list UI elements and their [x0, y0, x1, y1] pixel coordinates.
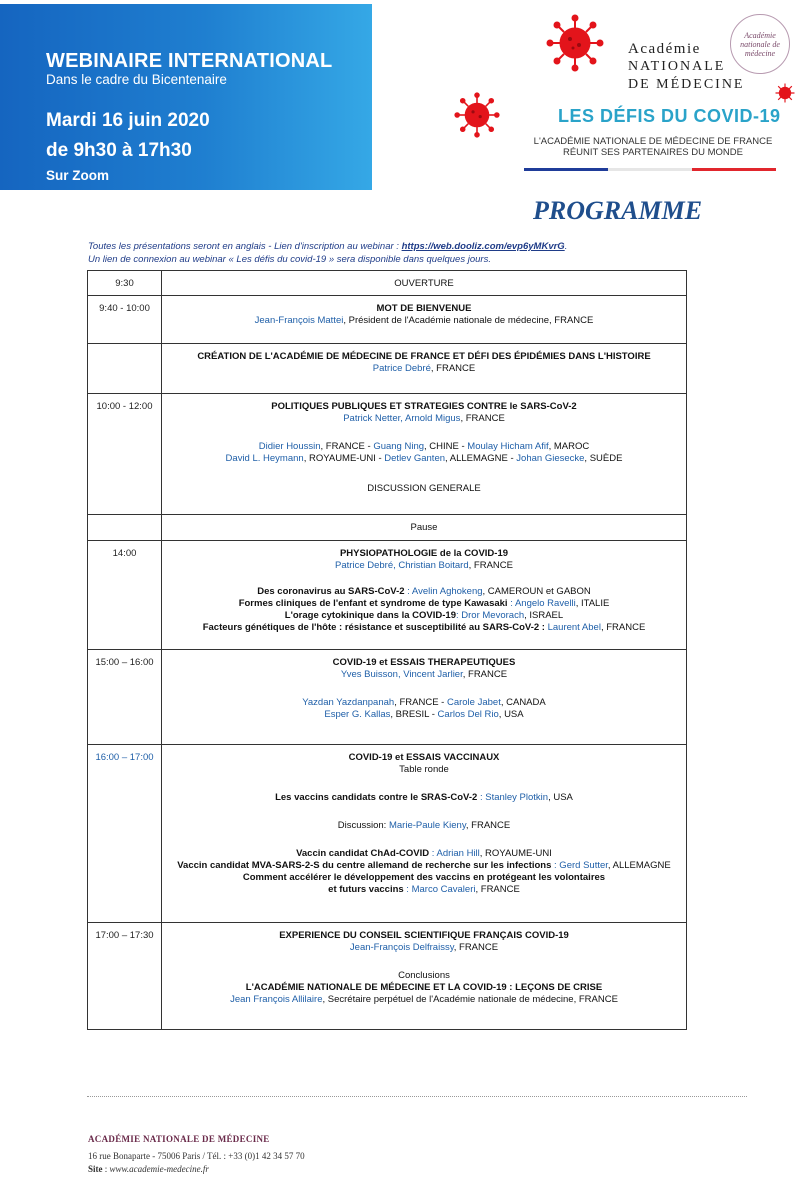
virus-icon	[774, 82, 796, 104]
table-row	[88, 745, 687, 923]
session-cell: CRÉATION DE L'ACADÉMIE DE MÉDECINE DE FRANCE ET DÉFI DES ÉPIDÉMIES DANS L'HISTOIRE Patrice Debré, FRANCE	[162, 344, 687, 394]
virus-icon	[546, 14, 604, 72]
webinar-banner	[0, 4, 372, 190]
session-title: POLITIQUES PUBLIQUES ET STRATEGIES CONTRE le SARS-CoV-2	[271, 401, 577, 412]
footer-site-label: Site	[88, 1164, 103, 1174]
intro-line2: Un lien de connexion au webinar « Les défis du covid-19 » sera disponible dans quelques jours.	[88, 254, 491, 265]
session-cell: POLITIQUES PUBLIQUES ET STRATEGIES CONTRE le SARS-CoV-2 Patrick Netter, Arnold Migus, FRANCE Didier Houssin, FRANCE - Guang Ning, CHINE - Moulay Hicham Afif, MAROC David L. Heymann, ROYAUME-UNI - Detlev Ganten, ALLEMAGNE - Johan Giesecke, SUÈDE DISCUSSION GENERALE	[162, 394, 687, 515]
table-row	[88, 650, 687, 745]
session-title: CRÉATION DE L'ACADÉMIE DE MÉDECINE DE FRANCE ET DÉFI DES ÉPIDÉMIES DANS L'HISTOIRE	[197, 351, 651, 362]
speaker-name: David L. Heymann	[225, 453, 304, 464]
session-title: EXPERIENCE DU CONSEIL SCIENTIFIQUE FRANÇAIS COVID-19	[279, 930, 569, 941]
session-cell: EXPERIENCE DU CONSEIL SCIENTIFIQUE FRANÇAIS COVID-19 Jean-François Delfraissy, FRANCE Conclusions L'ACADÉMIE NATIONALE DE MÉDECINE ET LA COVID-19 : LEÇONS DE CRISE Jean François Allilaire, Secrétaire perpétuel de l'Académie nationale de médecine, FRANCE	[162, 923, 687, 1030]
footer-org-name: ACADÉMIE NATIONALE DE MÉDECINE	[88, 1134, 270, 1144]
moderators: Patrice Debré, Christian Boitard	[335, 560, 469, 571]
time-cell	[88, 515, 162, 541]
session-title: MOT DE BIENVENUE	[376, 303, 472, 314]
session-title: COVID-19 et ESSAIS VACCINAUX	[348, 752, 500, 763]
banner-date: Mardi 16 juin 2020	[46, 110, 210, 131]
moderators: Patrick Netter, Arnold Migus	[343, 413, 461, 424]
speaker-name: Jean-François Delfraissy	[349, 942, 454, 953]
speaker-name: Jean François Allilaire	[230, 994, 323, 1005]
speaker-name: Moulay Hicham Afif	[467, 441, 549, 452]
footer-site: Site : www.academie-medecine.fr	[88, 1164, 209, 1174]
academy-logo-line1: Académie	[628, 41, 701, 57]
programme-table	[87, 270, 687, 1030]
discussion-label: DISCUSSION GENERALE	[367, 483, 481, 494]
session-cell: MOT DE BIENVENUE Jean-François Mattei, Président de l'Académie nationale de médecine, FRANCE	[162, 296, 687, 344]
footer-site-link[interactable]: www.academie-medecine.fr	[109, 1164, 209, 1174]
time-cell: 17:00 – 17:30	[88, 923, 162, 1030]
speaker-name: Detlev Ganten	[384, 453, 446, 464]
speaker-name: Jean-François Mattei	[254, 315, 344, 326]
speaker-name: : Marco Cavaleri	[403, 884, 476, 895]
speaker-name: : Avelin Aghokeng	[404, 586, 483, 597]
speaker-name: : Angelo Ravelli	[507, 598, 576, 609]
intro-text: Toutes les présentations seront en anglais - Lien d'inscription au webinar : https://web.dooliz.com/evp6yMKvrG. Un lien de connexion au webinar « Les défis du covid-19 » sera disponible dans quelques jours.	[88, 241, 568, 265]
banner-subtitle: Dans le cadre du Bicentenaire	[46, 72, 227, 87]
conclusions-label: Conclusions	[398, 970, 450, 981]
event-subtitle	[528, 136, 778, 158]
event-subtitle-line2: RÉUNIT SES PARTENAIRES DU MONDE	[562, 147, 743, 158]
session-cell: Pause	[162, 515, 687, 541]
registration-link[interactable]: https://web.dooliz.com/evp6yMKvrG	[401, 241, 565, 252]
speaker-name: : Adrian Hill	[429, 848, 480, 859]
speaker-name: Laurent Abel	[544, 622, 601, 633]
speaker-name: : Dror Mevorach	[456, 610, 525, 621]
session-title: L'ACADÉMIE NATIONALE DE MÉDECINE ET LA COVID-19 : LEÇONS DE CRISE	[245, 982, 603, 993]
speaker-name: Didier Houssin	[258, 441, 321, 452]
academy-logo-line3: DE MÉDECINE	[628, 77, 745, 92]
event-subtitle-line1: L'ACADÉMIE NATIONALE DE MÉDECINE DE FRANCE	[533, 136, 773, 147]
table-row	[88, 296, 687, 344]
time-cell: 16:00 – 17:00	[88, 745, 162, 923]
time-cell: 9:40 - 10:00	[88, 296, 162, 344]
table-row	[88, 271, 687, 296]
speaker-name: Yazdan Yazdanpanah	[302, 697, 395, 708]
academy-logo-line2: NATIONALE	[628, 59, 726, 74]
time-cell: 15:00 – 16:00	[88, 650, 162, 745]
academy-logo	[628, 40, 745, 94]
time-cell: 10:00 - 12:00	[88, 394, 162, 515]
speaker-name: Esper G. Kallas	[324, 709, 391, 720]
footer-address: 16 rue Bonaparte - 75006 Paris / Tél. : +33 (0)1 42 34 57 70	[88, 1151, 305, 1161]
speaker-name: Johan Giesecke	[516, 453, 585, 464]
session-title: PHYSIOPATHOLOGIE de la COVID-19	[339, 548, 509, 559]
time-cell	[88, 344, 162, 394]
seal-inner-text: Académie nationale de médecine	[740, 31, 780, 58]
speaker-name: Carlos Del Rio	[437, 709, 499, 720]
footer-divider	[87, 1096, 747, 1097]
event-title: LES DÉFIS DU COVID-19	[558, 106, 781, 126]
banner-title: WEBINAIRE INTERNATIONAL	[46, 50, 333, 72]
session-cell: COVID-19 et ESSAIS VACCINAUX Table ronde Les vaccins candidats contre le SRAS-CoV-2 : Stanley Plotkin, USA Discussion: Marie-Paule Kieny, FRANCE Vaccin candidat ChAd-COVID : Adrian Hill, ROYAUME-UNI Vaccin candidat MVA-SARS-2-S du centre allemand de recherche sur les infections : Gerd Sutter, ALLEMAGNE Comment accélérer le développement des vaccins en protégeant les volontaires et futurs vaccins : Marco Cavaleri, FRANCE	[162, 745, 687, 923]
french-flag-stripe	[524, 168, 776, 171]
speaker-name: : Stanley Plotkin	[477, 792, 549, 803]
speaker-name: Patrice Debré	[372, 363, 431, 374]
table-row	[88, 923, 687, 1030]
speaker-name: Marie-Paule Kieny	[388, 820, 466, 831]
intro-line1: Toutes les présentations seront en anglais - Lien d'inscription au webinar :	[88, 241, 402, 252]
time-cell: 9:30	[88, 271, 162, 296]
banner-platform: Sur Zoom	[46, 168, 109, 183]
speaker-name: Guang Ning	[373, 441, 425, 452]
table-row	[88, 344, 687, 394]
table-row	[88, 394, 687, 515]
session-cell: COVID-19 et ESSAIS THERAPEUTIQUES Yves Buisson, Vincent Jarlier, FRANCE Yazdan Yazdanpanah, FRANCE - Carole Jabet, CANADA Esper G. Kallas, BRESIL - Carlos Del Rio, USA	[162, 650, 687, 745]
session-title: COVID-19 et ESSAIS THERAPEUTIQUES	[332, 657, 516, 668]
session-subtitle: Table ronde	[399, 764, 449, 775]
banner-time: de 9h30 à 17h30	[46, 140, 192, 161]
programme-heading: PROGRAMME	[533, 196, 703, 225]
moderators: Yves Buisson, Vincent Jarlier	[340, 669, 463, 680]
speaker-name: Carole Jabet	[446, 697, 501, 708]
virus-icon	[454, 92, 500, 138]
academy-seal	[730, 14, 790, 74]
table-row	[88, 541, 687, 650]
session-cell: OUVERTURE	[162, 271, 687, 296]
time-cell: 14:00	[88, 541, 162, 650]
speaker-name: : Gerd Sutter	[551, 860, 608, 871]
table-row	[88, 515, 687, 541]
session-cell: PHYSIOPATHOLOGIE de la COVID-19 Patrice Debré, Christian Boitard, FRANCE Des coronavirus au SARS-CoV-2 : Avelin Aghokeng, CAMEROUN et GABON Formes cliniques de l'enfant et syndrome de type Kawasaki : Angelo Ravelli, ITALIE L'orage cytokinique dans la COVID-19: Dror Mevorach, ISRAEL Facteurs génétiques de l'hôte : résistance et susceptibilité au SARS-CoV-2 : Laurent Abel, FRANCE	[162, 541, 687, 650]
